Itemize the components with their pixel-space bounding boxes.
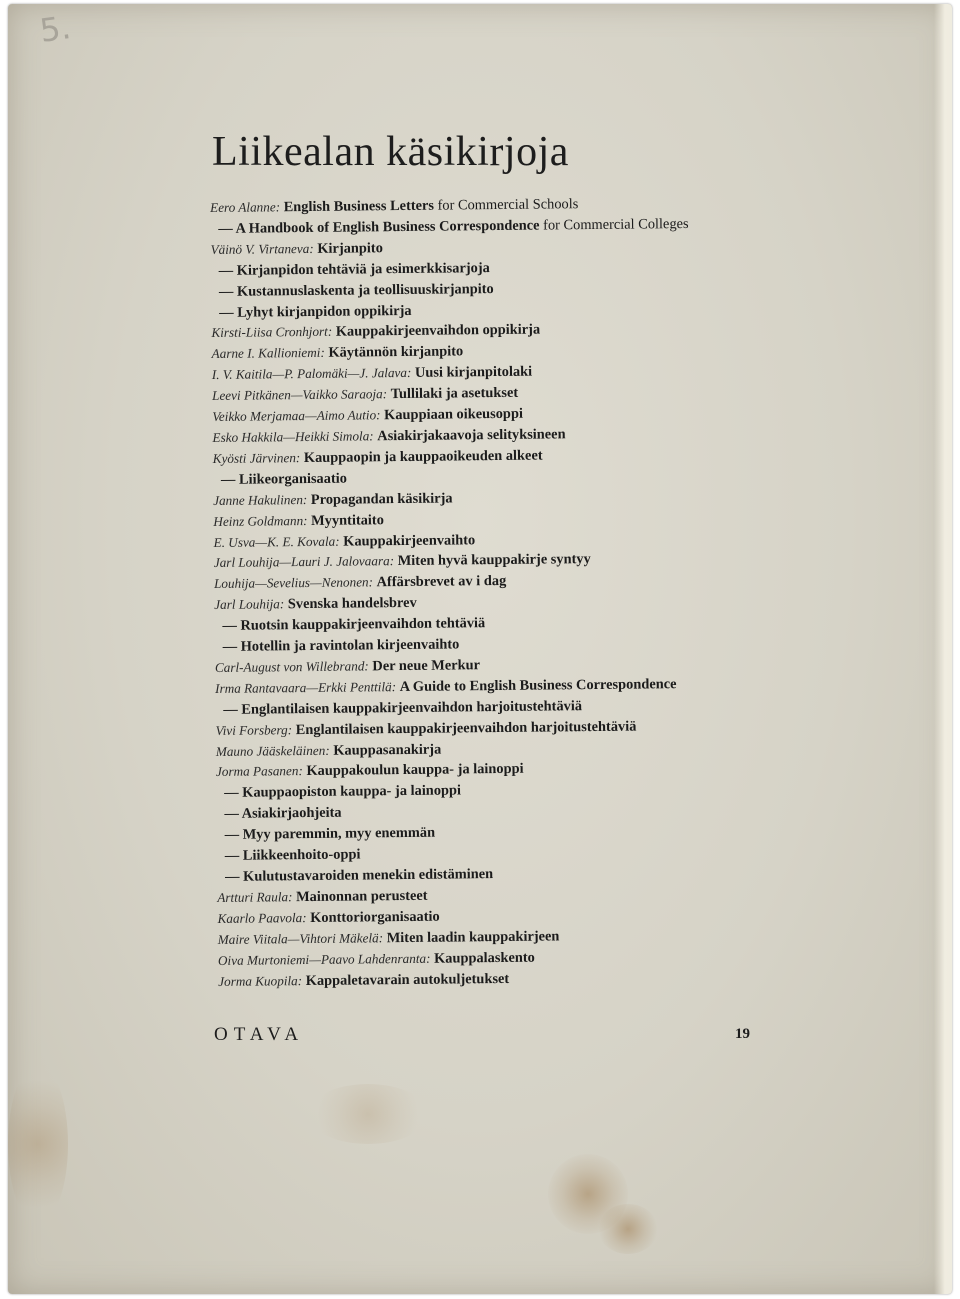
dash-marker: — [222,617,241,635]
stain [308,1084,428,1144]
dash-marker: — [220,471,240,488]
entry-author: Veikko Merjamaa—Aimo Autio: [212,407,381,425]
dash-marker: — [222,638,241,655]
entry-author: Leevi Pitkänen—Vaikko Saraoja: [211,386,388,404]
entry-title: Kirjanpidon tehtäviä ja esimerkkisarjoja [236,259,490,279]
dash-marker: — [218,283,238,300]
entry-author: Jorma Kuopila: [218,972,303,989]
entry-title: Mainonnan perusteet [295,887,428,906]
entry-title: Miten hyvä kauppakirje syntyy [397,551,591,570]
stain [8,1064,68,1224]
entry-author: Jarl Louhija—Lauri J. Jalovaara: [213,553,395,571]
dash-marker: — [218,220,236,237]
entry-title: A Guide to English Business Correspondence [399,675,677,695]
entry-title: Konttoriorganisaatio [310,908,440,926]
entry-title: Kauppaopiston kauppa- ja lainoppi [242,782,462,802]
dash-marker: — [224,847,243,864]
entry-title: Kirjanpito [317,240,383,257]
entry-title: Myyntitaito [311,511,384,529]
entry-author: Aarne I. Kallioniemi: [211,345,325,362]
dash-marker: — [219,304,238,321]
entry-title: Ruotsin kauppakirjeenvaihdon tehtäviä [240,615,486,634]
book-list [210,192,748,992]
entry-author: Heinz Goldmann: [213,512,308,529]
entry-title: Englantilaisen kauppakirjeenvaihdon harjoitustehtäviä [241,697,583,718]
entry-title: Propagandan käsikirja [310,490,453,508]
entry-title: Miten laadin kauppakirjeen [386,928,560,946]
entry-title: Hotellin ja ravintolan kirjeenvaihto [240,636,460,655]
entry-author: Jarl Louhija: [214,596,285,613]
entry-author: Oiva Murtoniemi—Paavo Lahdenranta: [217,950,431,968]
entry-title: Asiakirjaohjeita [241,804,342,822]
entry-author: Kaarlo Paavola: [217,909,307,926]
entry-title: Kauppakirjeenvaihto [343,531,476,550]
entry-author: Kirsti-Liisa Cronhjort: [211,324,333,341]
entry-author: Jorma Pasanen: [215,763,303,780]
entry-author: Louhija—Sevelius—Nenonen: [213,574,374,592]
entry-author: Kyösti Järvinen: [212,449,301,466]
entry-author: Esko Hakkila—Heikki Simola: [212,428,374,445]
entry-title: Uusi kirjanpitolaki [414,363,533,382]
entry-author: Mauno Jääskeläinen: [215,742,330,759]
entry-title: Tullilaki ja asetukset [390,384,519,403]
entry-title: Asiakirjakaavoja selityksineen [377,426,566,445]
entry-author: E. Usva—K. E. Kovala: [213,533,340,550]
dash-marker: — [223,701,242,718]
dash-marker: — [225,868,244,885]
publisher-name: OTAVA [214,1024,305,1045]
page-edge [934,4,952,1294]
entry-author: Carl-August von Willebrand: [214,658,369,675]
entry-title: Kauppakoulun kauppa- ja lainoppi [306,761,524,780]
entry-title: Kustannuslaskenta ja teollisuuskirjanpito [236,280,494,300]
stain [598,1204,658,1254]
entry-author: Väinö V. Virtaneva: [210,240,314,257]
entry-title: Liikeorganisaatio [238,470,347,488]
entry-title: Der neue Merkur [372,657,481,675]
entry-title: Kulutustavaroiden menekin edistäminen [243,866,494,885]
entry-subtitle: for Commercial Schools [433,196,579,214]
entry-title: Englantilaisen kauppakirjeenvaihdon harjoitustehtäviä [295,718,637,738]
entry-title: Kauppiaan oikeusoppi [384,405,523,424]
entry-title: Lyhyt kirjanpidon oppikirja [237,302,412,321]
entry-title: Myy paremmin, myy enemmän [242,824,436,843]
dash-marker: — [224,805,242,823]
entry-title: Kauppakirjeenvaihdon oppikirja [335,321,541,341]
entry-author: Artturi Raula: [217,889,293,905]
dash-marker: — [224,826,243,844]
entry-author: I. V. Kaitila—P. Palomäki—J. Jalava: [211,365,412,383]
entry-title: Svenska handelsbrev [287,595,417,613]
entry-title: Kappaletavarain autokuljetukset [305,970,510,989]
entry-subtitle: for Commercial Colleges [539,215,689,234]
entry-title: Kauppasanakirja [333,741,442,759]
dash-marker: — [224,785,243,802]
page-title: Liikealan käsikirjoja [212,129,569,175]
entry-title: Käytännön kirjanpito [328,343,464,362]
entry-title: English Business Letters [283,197,435,216]
entry-author: Janne Hakulinen: [213,491,308,508]
entry-title: Kauppalaskento [433,949,535,967]
entry-author: Eero Alanne: [210,199,281,215]
dash-marker: — [218,262,237,279]
entry-title: Liikkeenhoito-oppi [242,846,361,864]
entry-author: Maire Viitala—Vihtori Mäkelä: [217,929,384,947]
page-number: 19 [735,1026,750,1042]
entry-title: A Handbook of English Business Correspondence [235,217,540,237]
entry-title: Affärsbrevet av i dag [376,573,507,591]
entry-author: Vivi Forsberg: [215,721,293,738]
entry-author: Irma Rantavaara—Erkki Penttilä: [215,678,397,696]
pencil-mark: 5. [37,8,74,50]
entry-title: Kauppaopin ja kauppaoikeuden alkeet [303,447,543,466]
